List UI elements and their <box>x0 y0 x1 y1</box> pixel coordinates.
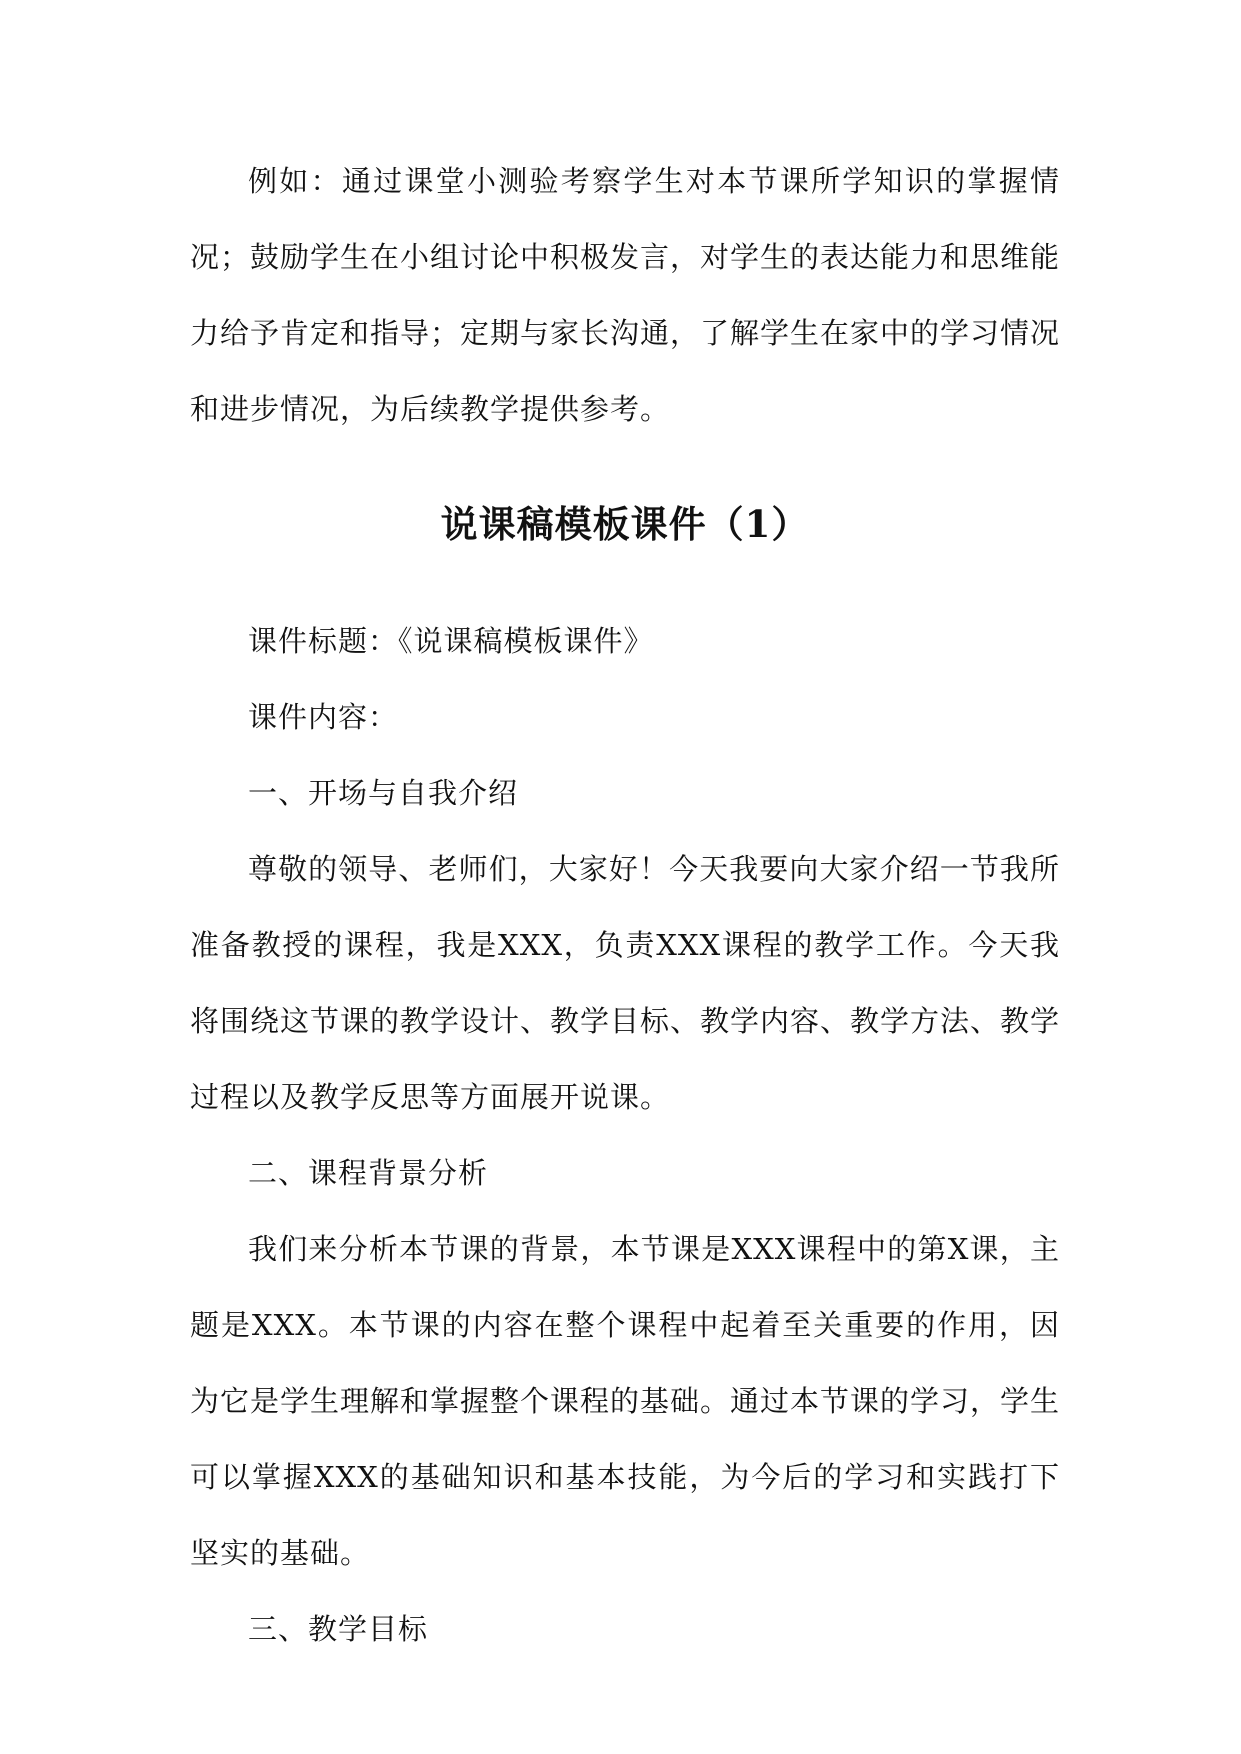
courseware-content-label: 课件内容： <box>248 700 399 734</box>
courseware-title-line: 课件标题：《说课稿模板课件》 <box>248 624 654 658</box>
section-paragraph-intro: 尊敬的领导、老师们，大家好！今天我要向大家介绍一节我所准备教授的课程，我是XXX，负责XXX课程的教学工作。今天我将围绕这节课的教学设计、教学目标、教学内容、教学方法、教学过程以及教学反思等方面展开说课。 <box>190 852 1061 1114</box>
document-title: 说课稿模板课件（1） <box>440 502 810 546</box>
section-heading-objectives: 三、教学目标 <box>248 1612 429 1646</box>
section-heading-background: 二、课程背景分析 <box>248 1156 489 1190</box>
section-heading-intro: 一、开场与自我介绍 <box>248 776 519 810</box>
document-body <box>190 143 1060 1667</box>
intro-paragraph: 例如：通过课堂小测验考察学生对本节课所学知识的掌握情况；鼓励学生在小组讨论中积极发言，对学生的表达能力和思维能力给予肯定和指导；定期与家长沟通，了解学生在家中的学习情况和进步情况，为后续教学提供参考。 <box>190 164 1061 426</box>
section-paragraph-background: 我们来分析本节课的背景，本节课是XXX课程中的第X课，主题是XXX。本节课的内容在整个课程中起着至关重要的作用，因为它是学生理解和掌握整个课程的基础。通过本节课的学习，学生可以掌握XXX的基础知识和基本技能，为今后的学习和实践打下坚实的基础。 <box>190 1232 1061 1570</box>
